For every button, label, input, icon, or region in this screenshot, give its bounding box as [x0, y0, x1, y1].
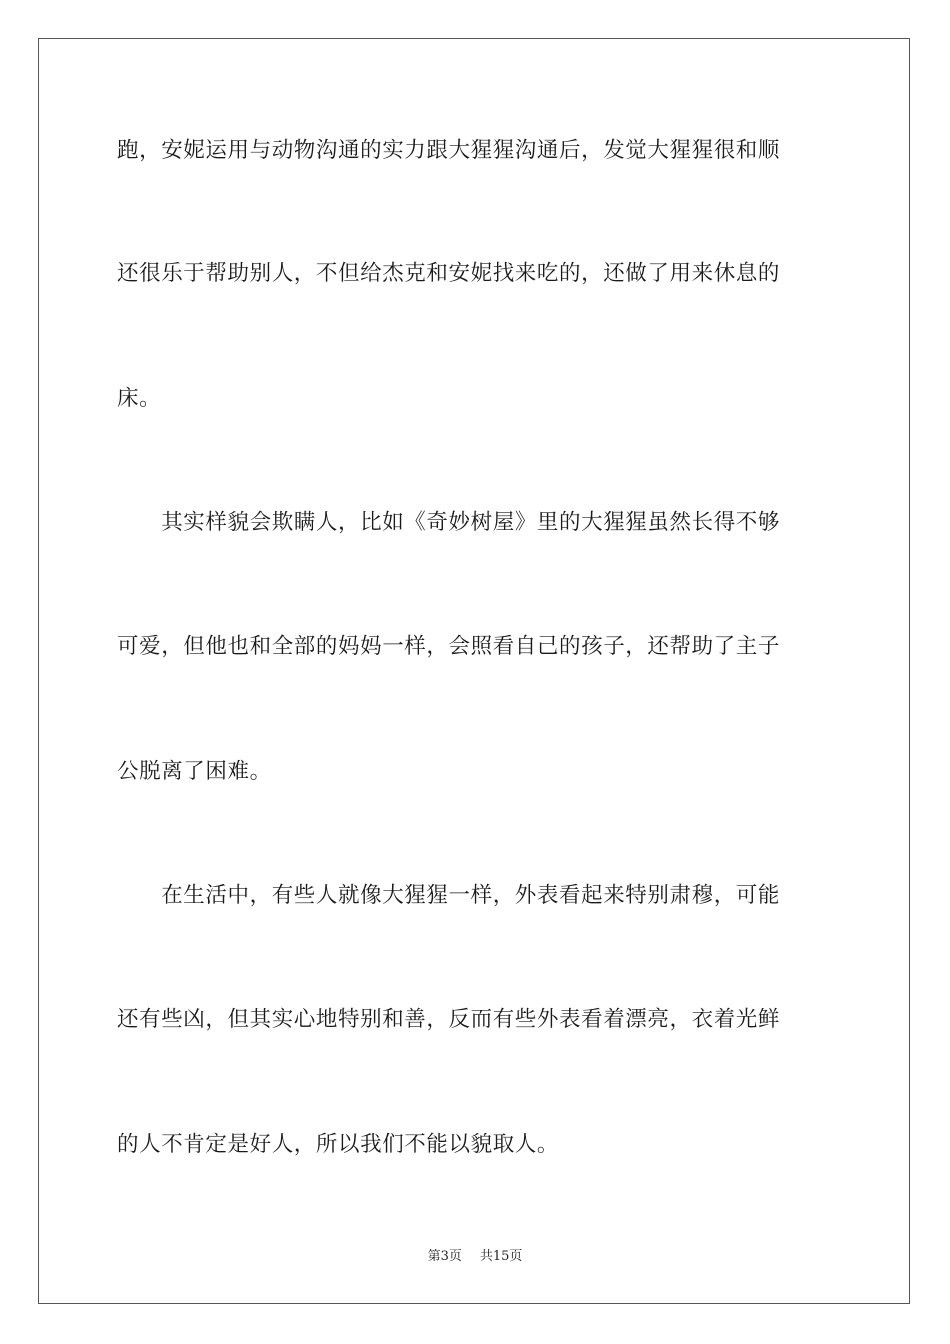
body-text-line: 的人不肯定是好人，所以我们不能以貌取人。	[117, 1132, 560, 1157]
page-footer	[0, 1248, 950, 1266]
page-number: 第3页	[427, 1249, 462, 1264]
total-pages: 共15页	[479, 1249, 523, 1264]
body-text-line: 跑，安妮运用与动物沟通的实力跟大猩猩沟通后，发觉大猩猩很和顺	[117, 138, 781, 163]
page-border	[38, 38, 910, 1304]
body-text-line: 床。	[117, 386, 162, 411]
body-text-line: 还有些凶，但其实心地特别和善，反而有些外表看着漂亮，衣着光鲜	[117, 1007, 781, 1032]
body-text-line: 其实样貌会欺瞒人，比如《奇妙树屋》里的大猩猩虽然长得不够	[117, 510, 781, 535]
body-text-line: 公脱离了困难。	[117, 759, 272, 784]
body-text-line: 在生活中，有些人就像大猩猩一样，外表看起来特别肃穆，可能	[117, 883, 781, 908]
body-text-line: 可爱，但他也和全部的妈妈一样，会照看自己的孩子，还帮助了主子	[117, 634, 781, 659]
body-text-line: 还很乐于帮助别人，不但给杰克和安妮找来吃的，还做了用来休息的	[117, 261, 781, 286]
